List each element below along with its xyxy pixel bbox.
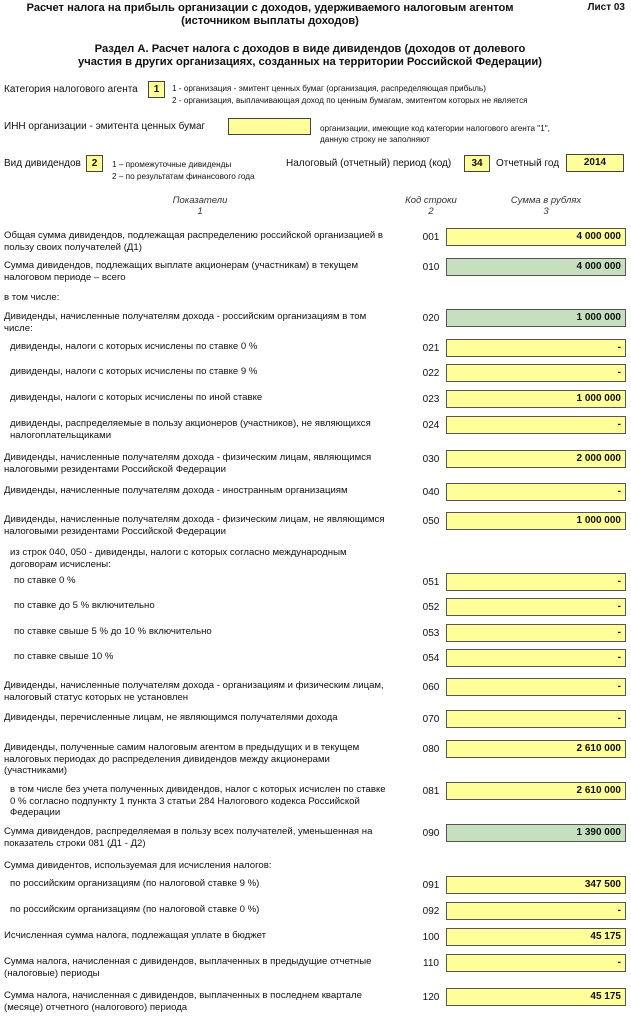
- row-indicator-text: Дивиденды, начисленные получателям дохода - иностранным организациям: [4, 485, 348, 496]
- row-sum-field[interactable]: 1 000 000: [446, 390, 626, 408]
- row-sum-field[interactable]: 2 610 000: [446, 740, 626, 758]
- row-sum-field[interactable]: -: [446, 902, 626, 920]
- row-sum-field[interactable]: 2 610 000: [446, 782, 626, 800]
- row-sum-field[interactable]: -: [446, 624, 626, 642]
- row-sum-field[interactable]: -: [446, 710, 626, 728]
- row-code: 090: [422, 828, 440, 839]
- row-indicator-text: дивиденды, распределяемые в пользу акционеров (участников), не являющихся налогоплательщиками: [10, 418, 371, 441]
- row-code: 080: [422, 744, 440, 755]
- row-indicator-text: дивиденды, налоги с которых исчислены по иной ставке: [10, 392, 263, 403]
- row-code: 050: [422, 516, 440, 527]
- row-indicator-text: дивиденды, налоги с которых исчислены по ставке 9 %: [10, 366, 258, 377]
- row-sum-field[interactable]: -: [446, 364, 626, 382]
- year-label: Отчетный год: [496, 158, 560, 169]
- row-indicator-text: Дивиденды, начисленные получателям дохода - физическим лицам, являющимся налоговыми резидентами Российской Федерации: [4, 452, 372, 475]
- row-sum-field[interactable]: 45 175: [446, 928, 626, 946]
- inn-note-2: данную строку не заполняют: [320, 135, 430, 144]
- row-sum-field[interactable]: -: [446, 339, 626, 357]
- period-field[interactable]: 34: [464, 155, 490, 172]
- row-indicator-text: в том числе без учета полученных дивидендов, налог с которых исчислен по ставке 0 % согласно подпункту 1 пункта 3 статьи 284 Налогового кодекса Российской Федерации: [10, 784, 386, 818]
- column-number-1: 1: [197, 206, 203, 217]
- row-code: 024: [422, 420, 440, 431]
- row-code: 060: [422, 682, 440, 693]
- row-sum-field[interactable]: -: [446, 416, 626, 434]
- row-indicator-text: по ставке свыше 5 % до 10 % включительно: [14, 626, 212, 637]
- column-header-indicators: Показатели: [172, 195, 228, 206]
- row-sum-field[interactable]: -: [446, 573, 626, 591]
- row-code: 023: [422, 394, 440, 405]
- row-code: 052: [422, 602, 440, 613]
- row-sum-field[interactable]: -: [446, 678, 626, 696]
- row-indicator-text: по российским организациям (по налоговой ставке 0 %): [10, 904, 260, 915]
- row-code: 091: [422, 880, 440, 891]
- row-indicator-text: Сумма налога, начисленная с дивидендов, выплаченных в предыдущие отчетные (налоговые) периоды: [4, 956, 372, 979]
- row-code: 110: [423, 958, 439, 969]
- column-header-sum: Сумма в рублях: [510, 195, 582, 206]
- row-indicator-text: Дивиденды, начисленные получателям дохода - российским организациям в том числе:: [4, 311, 367, 334]
- row-indicator-text: Исчисленная сумма налога, подлежащая уплате в бюджет: [4, 930, 267, 941]
- row-code: 092: [422, 906, 440, 917]
- agent-category-label: Категория налогового агента: [4, 84, 138, 95]
- row-code: 021: [422, 343, 440, 354]
- period-label: Налоговый (отчетный) период (код): [286, 158, 452, 169]
- sheet-number: Лист 03: [587, 2, 625, 13]
- row-indicator-text: Общая сумма дивидендов, подлежащая распределению российской организацией в пользу своих получателей (Д1): [4, 230, 383, 253]
- dividend-type-note-2: 2 – по результатам финансового года: [112, 172, 255, 181]
- row-indicator-text: Сумма дивидендов, подлежащих выплате акционерам (участникам) в текущем налоговом периоде – всего: [4, 260, 359, 283]
- row-sum-field[interactable]: 347 500: [446, 876, 626, 894]
- row-code: 022: [422, 368, 440, 379]
- row-code: 054: [422, 653, 440, 664]
- column-header-code: Код строки: [405, 195, 457, 206]
- row-indicator-text: Дивиденды, полученные самим налоговым агентом в предыдущих и в текущем налоговых периодах до распределения дивидендов между акционерами (участниками): [4, 742, 360, 776]
- row-indicator-text: Сумма дивидентов, используемая для исчисления налогов:: [4, 860, 272, 871]
- inn-label: ИНН организации - эмитента ценных бумаг: [4, 121, 206, 132]
- row-indicator-text: Дивиденды, начисленные получателям дохода - физическим лицам, не являющимся налоговыми резидентами Российской Федерации: [4, 514, 385, 537]
- column-number-2: 2: [428, 206, 434, 217]
- row-sum-field[interactable]: -: [446, 649, 626, 667]
- row-code: 081: [422, 786, 440, 797]
- row-code: 053: [422, 628, 440, 639]
- agent-category-note-1: 1 - организация - эмитент ценных бумаг (организация, распределяющая прибыль): [172, 84, 486, 93]
- row-sum-field[interactable]: -: [446, 954, 626, 972]
- column-number-3: 3: [543, 206, 549, 217]
- row-sum-field[interactable]: -: [446, 598, 626, 616]
- row-indicator-text: из строк 040, 050 - дивиденды, налоги с которых согласно международным договорам исчислены:: [10, 547, 347, 570]
- row-indicator-text: по российским организациям (по налоговой ставке 9 %): [10, 878, 260, 889]
- row-sum-field[interactable]: 4 000 000: [446, 258, 626, 276]
- row-sum-field[interactable]: 1 390 000: [446, 824, 626, 842]
- row-sum-field[interactable]: -: [446, 483, 626, 501]
- row-code: 010: [422, 262, 440, 273]
- row-indicator-text: по ставке 0 %: [14, 575, 76, 586]
- row-code: 120: [422, 992, 440, 1003]
- row-sum-field[interactable]: 45 175: [446, 988, 626, 1006]
- row-indicator-text: Дивиденды, начисленные получателям дохода - организациям и физическим лицам, налоговый статус которых не установлен: [4, 680, 384, 703]
- row-indicator-text: дивиденды, налоги с которых исчислены по ставке 0 %: [10, 341, 258, 352]
- inn-note-1: организации, имеющие код категории налогового агента "1",: [320, 124, 550, 133]
- agent-category-field[interactable]: 1: [148, 81, 165, 98]
- form-title-line1: Расчет налога на прибыль организации с доходов, удерживаемого налоговым агентом: [26, 2, 514, 14]
- form-title-line2: (источником выплаты доходов): [181, 15, 359, 27]
- row-code: 070: [422, 714, 440, 725]
- row-indicator-text: Сумма дивидендов, распределяемая в пользу всех получателей, уменьшенная на показатель строки 081 (Д1 - Д2): [4, 826, 373, 849]
- dividend-type-label: Вид дивидендов: [4, 158, 81, 169]
- row-code: 100: [422, 932, 440, 943]
- row-code: 051: [422, 577, 440, 588]
- row-sum-field[interactable]: 2 000 000: [446, 450, 626, 468]
- dividend-type-note-1: 1 – промежуточные дивиденды: [112, 160, 232, 169]
- row-code: 040: [422, 487, 440, 498]
- inn-field[interactable]: [228, 118, 311, 135]
- row-indicator-text: Сумма налога, начисленная с дивидендов, выплаченных в последнем квартале (месяце) отчетного (налогового) периода: [4, 990, 362, 1013]
- dividend-type-field[interactable]: 2: [86, 155, 103, 172]
- agent-category-note-2: 2 - организация, выплачивающая доход по ценным бумагам, эмитентом которых не является: [172, 96, 528, 105]
- row-indicator-text: Дивиденды, перечисленные лицам, не являющимся получателями дохода: [4, 712, 338, 723]
- row-sum-field[interactable]: 4 000 000: [446, 228, 626, 246]
- row-indicator-text: по ставке до 5 % включительно: [14, 600, 155, 611]
- year-field[interactable]: 2014: [566, 154, 624, 172]
- row-code: 001: [422, 232, 440, 243]
- section-title-line1: Раздел А. Расчет налога с доходов в виде дивидендов (доходов от долевого: [94, 43, 526, 55]
- section-title-line2: участия в других организациях, созданных на территории Российской Федерации): [77, 56, 542, 68]
- row-code: 030: [422, 454, 440, 465]
- row-sum-field[interactable]: 1 000 000: [446, 512, 626, 530]
- row-sum-field[interactable]: 1 000 000: [446, 309, 626, 327]
- row-indicator-text: по ставке свыше 10 %: [14, 651, 114, 662]
- row-code: 020: [422, 313, 440, 324]
- row-indicator-text: в том числе:: [4, 292, 60, 303]
